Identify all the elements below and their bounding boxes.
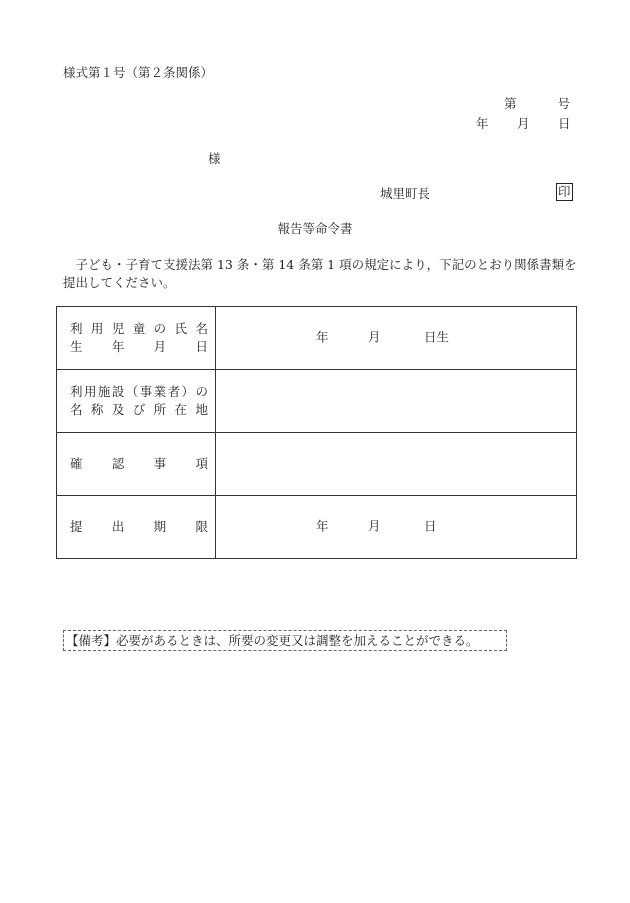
table-row: [57, 433, 577, 496]
value-unit-label: 年: [316, 329, 329, 345]
row-value-field[interactable]: [216, 496, 577, 559]
issuer: 城里町長: [380, 186, 431, 201]
form-table: [56, 306, 577, 559]
table-row: [57, 496, 577, 559]
document-date: [476, 116, 570, 134]
doc-number-suffix: 号: [557, 96, 570, 111]
row-label: [57, 496, 216, 559]
date-year: 年: [476, 116, 489, 131]
label-line: 確 認 事 項: [70, 456, 208, 471]
form-id: 様式第１号（第２条関係）: [63, 65, 214, 80]
document-title: 報告等命令書: [277, 221, 353, 236]
label-line: 名 称 及 び 所 在 地: [70, 402, 208, 417]
addressee: 様: [208, 151, 221, 166]
body-text: 子ども・子育て支援法第 13 条・第 14 条第 1 項の規定により，下記のとおり関係書類を提出してください。: [63, 257, 577, 290]
row-value-field[interactable]: [216, 307, 577, 370]
row-value-field[interactable]: [216, 433, 577, 496]
row-label: [57, 370, 216, 433]
seal-stamp: 印: [558, 184, 571, 199]
value-unit-label: 月: [368, 518, 381, 534]
remark-note: 【備考】必要があるときは、所要の変更又は調整を加えることができる。: [63, 630, 507, 651]
row-label: [57, 307, 216, 370]
value-unit-label: 日: [424, 518, 437, 534]
value-unit-label: 年: [316, 518, 329, 534]
row-value-field[interactable]: [216, 370, 577, 433]
table-row: [57, 307, 577, 370]
date-month: 月: [517, 116, 530, 131]
label-line: 提 出 期 限: [70, 519, 208, 534]
label-line: 利 用 児 童 の 氏 名: [70, 321, 208, 336]
label-line: 生 年 月 日: [70, 339, 208, 354]
value-unit-label: 月: [368, 329, 381, 345]
value-unit-label: 日生: [424, 329, 450, 345]
date-day: 日: [558, 116, 571, 131]
row-label: [57, 433, 216, 496]
doc-number-prefix: 第: [504, 96, 517, 111]
table-row: [57, 370, 577, 433]
label-line: 利 用 施 設 （ 事 業 者 ） の: [70, 384, 208, 399]
